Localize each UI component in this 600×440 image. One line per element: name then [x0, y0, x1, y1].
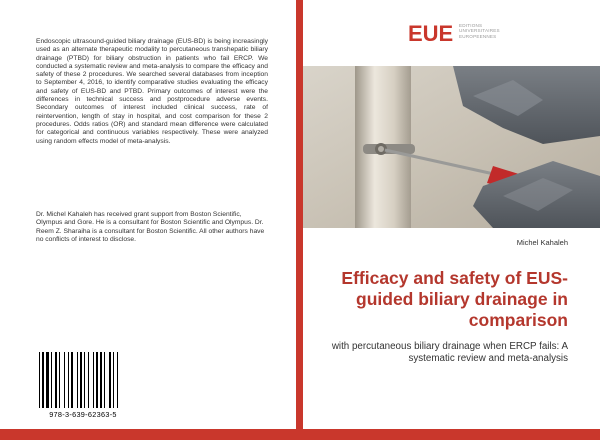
- publisher-logo-letters: EUE: [408, 22, 454, 44]
- book-subtitle: with percutaneous biliary drainage when ERCP fails: A systematic review and meta-analysis: [331, 341, 568, 364]
- back-cover: [0, 0, 296, 440]
- disclosure-text: Dr. Michel Kahaleh has received grant support from Boston Scientific, Olympus and Gore. He is a consultant for Boston Scientific and Olympus. Dr. Reem Z. Sharaiha is a consultant for Boston Scientific. All other authors have no conflicts of interest to disclose.: [36, 211, 265, 243]
- publisher-name-line-2: UNIVERSITAIRES: [459, 28, 500, 34]
- publisher-logo: [408, 22, 518, 46]
- spine: [296, 0, 303, 440]
- publisher-name-line-3: EUROPEENNES: [459, 33, 497, 39]
- author-name: Michel Kahaleh: [516, 238, 568, 247]
- publisher-name-line-1: EDITIONS: [459, 23, 483, 28]
- publisher-logo-mark: [408, 22, 456, 44]
- isbn-number: 978-3-639-62363-5: [49, 410, 117, 419]
- publisher-name: [459, 23, 500, 39]
- cover-photo: [303, 66, 600, 228]
- barcode-image: [36, 350, 130, 410]
- cover-photo-image: [303, 66, 600, 228]
- book-title: Efficacy and safety of EUS-guided biliary drainage in comparison: [341, 268, 568, 330]
- bottom-accent-bar: [0, 429, 296, 440]
- bottom-accent-bar-front: [303, 429, 600, 440]
- abstract-text: Endoscopic ultrasound-guided biliary drainage (EUS-BD) is being increasingly used as an alternate therapeutic modality to percutaneous transhepatic biliary drainage (PTBD) for biliary obstruction in patients who fail ERCP. We conducted a systematic review and meta-analysis to compare the efficacy and safety of these 2 procedures. We searched several databases from inception to September 4, 2016, to identify comparative studies evaluating the efficacy and safety of EUS-BD and PTBD. Primary outcomes of interest were the differences in technical success and postprocedure adverse events. Secondary outcomes of interest included clinical success, rate of reintervention, length of stay in hospital, and cost comparison for these 2 procedures. Odds ratios (OR) and standard mean difference were calculated for categorical and continuous variables respectively. These were analyzed using random effects model of meta-analysis.: [36, 38, 268, 145]
